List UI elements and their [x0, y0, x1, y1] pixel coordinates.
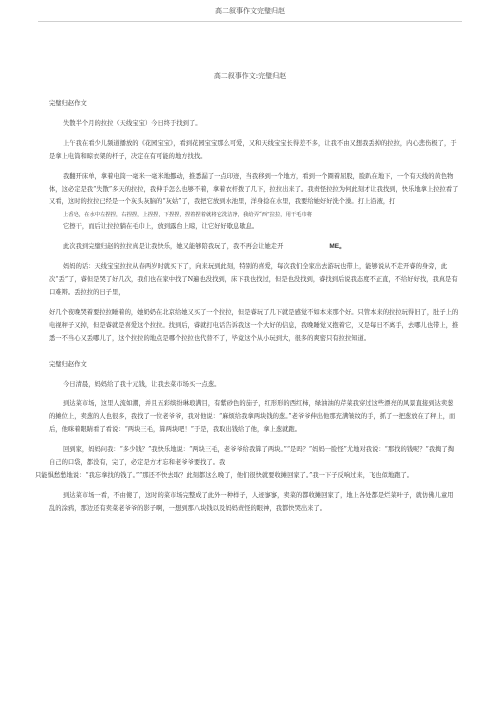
paragraph: 今日清晨，妈妈给了我十元钱，让我去菜市场买一点葱。: [63, 380, 221, 388]
paragraph-small-line: 上香皂，在水中左捏捏，右捏捏，上捏捏，下捏捏，捏着捏着就将它洗洁净，我给弄“西”拉拉，用干毛巾将: [63, 212, 313, 219]
document-body: [35, 98, 459, 516]
paragraph-text-end: 只能惧愁愁地说：“我忘拿找的钱了。”“那还不快去取？此刻都这么晚了，他们很快就要收摊回家了。”我一下子反响过来，飞也似地跑了。: [35, 471, 414, 479]
paragraph: 到达菜市场，这里人流如潮，并且五彩缤纷琳琅满目，有紫砂色的茄子，红形形的西红柿，绿油油的芹菜我穿过这些漂亮的风景直接到达卖葱的摊位上，卖葱的人也很多，我找了一位老爷爷，我对他说：“麻烦给我拿两块钱的葱。”老爷爷伸出他那充满皱纹的手，抓了一把葱放在了秤上，而后，他咪着眼睛看了看说：“两块三毛，算两块吧！”于是，我取出钱给了他，拿上葱就跑。: [49, 400, 456, 434]
paragraph-text: 回到家，妈妈问我：“多少钱？”我快乐地说：“两块三毛，老爷爷给我算了两块。”“是吗？”妈妈一脸怪”尤地对我说：“那找的钱呢？”我掏了掏自己的口袋，都没有，完了，必定是方才忘和老爷爷要找了。我: [49, 446, 455, 467]
paragraph: [49, 241, 459, 254]
paragraph: 妈妈的话：天线宝宝拉拉从春两岁时就买下了，向来玩到此刻，特别的喜爱，每次我们全家出去游玩也带上，能够说从不走开睿的身旁，此次“丢”了，睿但是哭了好几次，我们也在家中找了N遍也没找到，床下我也找过，但是也没找到，睿找到后说我态度不正直，不给好好找，我真是有口难辩。丢拉拉的日子里，: [49, 263, 458, 296]
me-text: ME。: [329, 243, 346, 251]
paragraph-text: 我翻开床单，拿着电筒一毫米一毫米地挪动，推悉漏了一点印迹，当我移到一个地方，看到一个圈着屈股，脸趴在地下，一个有天线的黄色物体，这必定是我“失散”多天的拉拉，我伸手怎么也够不着，拿着衣杆拨了几下，拉拉出来了。我责怪拉拉为何此刻才让我找到，快乐地拿上拉拉看了又看，这时的拉拉已经是一个灰头灰脑的“灰姑”了，我把它放到水池里，洋身捻在水里，我要给她好好洗个澡。打上沿液，打: [49, 172, 459, 206]
paragraph-text-end: 它擦干，而后让拉拉躺在毛巾上，放到露台上晾，让它好好歇息歇息。: [63, 223, 259, 231]
header-divider: [38, 21, 462, 22]
paragraph-text: 此次我到完璧归赵的拉拉真是让我快乐，她又能够陪我玩了，我不再会让她走开: [63, 243, 284, 251]
document-title: 高二叙事作文:完璧归赵: [213, 72, 287, 80]
paragraph: 上午我在看少儿频道播放的《花园宝宝》，看到花园宝宝那么可爱，又和天线宝宝长得差不多，让我不由又想我丢掉的拉拉，内心悲伤极了，于是拿上电筒和晾衣架的杆子，决定在有可能的地方找找。: [49, 139, 457, 160]
paragraph: 失散半个月的拉拉（天线宝宝）今日终于找到了。: [63, 119, 202, 127]
paragraph: [35, 444, 459, 483]
paragraph: 好几个夜晚哭着要拉拉睡着的，她奶奶在北京给她又买了一个拉拉，但是睿玩了几下就是感觉不如本来那个好。只管本来的拉拉玩得旧了，肚子上的电视秤子又掉，但是睿就是喜爱这个拉拉。找到后，睿就打电话告诉我这一个大好的信息，我晚睡觉又抱着它，又是每日不离手，去哪儿也带上，推悉一不当心又丢哪儿了，这个拉拉的地点是哪个拉拉也代替不了，毕竟这个从小玩到大，很多的爽密只有拉拉知道。: [49, 308, 459, 342]
paragraph: 到达菜市场一看，不由傻了，这时的菜市场完整成了此外一种样子，人迹寥寥，卖菜的都收摊回家了，地上各处都是烂菜叶子，就仿佛儿童用乱的涂鸦，那边还有卖菜老爷爷的影子啊，一想到那八块钱以及妈妈责怪的眼神，我都快哭出来了。: [49, 491, 454, 512]
paragraph: [49, 171, 459, 235]
section-heading-1: 完璧归赵作文: [49, 100, 87, 107]
page-header: 高二叙事作文完璧归赵: [215, 7, 285, 15]
section-heading-2: 完璧归赵作文: [49, 360, 87, 368]
